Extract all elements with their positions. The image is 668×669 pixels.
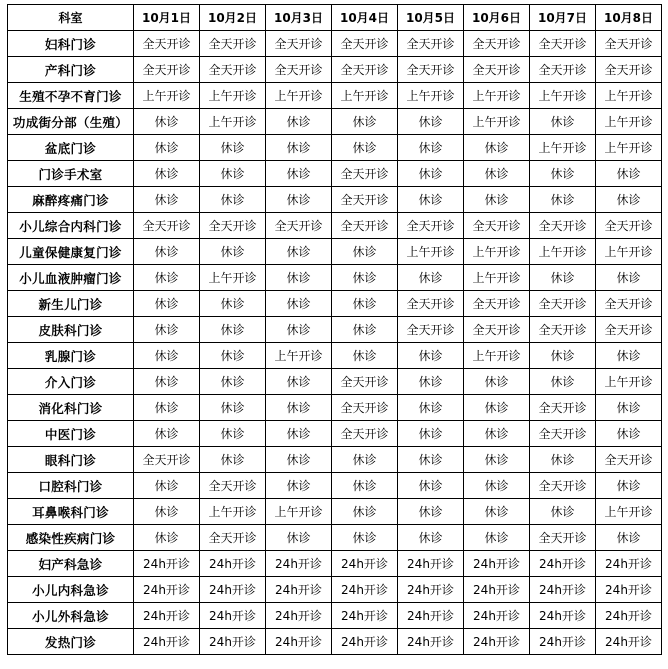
schedule-status-cell: 上午开诊 xyxy=(596,135,662,161)
schedule-status-cell: 休诊 xyxy=(464,187,530,213)
schedule-status-cell: 上午开诊 xyxy=(464,83,530,109)
schedule-status-cell: 休诊 xyxy=(266,525,332,551)
schedule-status-cell: 24h开诊 xyxy=(464,577,530,603)
schedule-status-cell: 全天开诊 xyxy=(464,291,530,317)
schedule-status-cell: 全天开诊 xyxy=(200,31,266,57)
schedule-status-cell: 休诊 xyxy=(464,499,530,525)
dept-name-cell: 产科门诊 xyxy=(8,57,134,83)
schedule-status-cell: 休诊 xyxy=(464,421,530,447)
table-row xyxy=(8,395,662,421)
schedule-status-cell: 休诊 xyxy=(200,343,266,369)
schedule-status-cell: 全天开诊 xyxy=(332,421,398,447)
schedule-status-cell: 休诊 xyxy=(596,161,662,187)
table-row xyxy=(8,265,662,291)
schedule-status-cell: 休诊 xyxy=(398,447,464,473)
schedule-status-cell: 上午开诊 xyxy=(200,499,266,525)
schedule-status-cell: 上午开诊 xyxy=(596,239,662,265)
schedule-status-cell: 24h开诊 xyxy=(332,577,398,603)
schedule-status-cell: 全天开诊 xyxy=(530,473,596,499)
schedule-status-cell: 上午开诊 xyxy=(266,343,332,369)
schedule-status-cell: 全天开诊 xyxy=(464,31,530,57)
schedule-status-cell: 全天开诊 xyxy=(398,291,464,317)
header-day: 10月8日 xyxy=(596,5,662,31)
dept-name-cell: 儿童保健康复门诊 xyxy=(8,239,134,265)
schedule-status-cell: 24h开诊 xyxy=(200,603,266,629)
schedule-status-cell: 休诊 xyxy=(464,447,530,473)
schedule-status-cell: 休诊 xyxy=(200,135,266,161)
schedule-status-cell: 休诊 xyxy=(464,135,530,161)
schedule-status-cell: 休诊 xyxy=(266,369,332,395)
schedule-status-cell: 24h开诊 xyxy=(596,629,662,655)
schedule-status-cell: 休诊 xyxy=(266,265,332,291)
table-row xyxy=(8,187,662,213)
schedule-status-cell: 休诊 xyxy=(530,343,596,369)
schedule-status-cell: 全天开诊 xyxy=(530,291,596,317)
schedule-status-cell: 休诊 xyxy=(464,395,530,421)
schedule-status-cell: 24h开诊 xyxy=(530,629,596,655)
table-row xyxy=(8,603,662,629)
table-row xyxy=(8,577,662,603)
schedule-status-cell: 全天开诊 xyxy=(332,213,398,239)
schedule-status-cell: 全天开诊 xyxy=(530,317,596,343)
schedule-status-cell: 休诊 xyxy=(134,109,200,135)
dept-name-cell: 口腔科门诊 xyxy=(8,473,134,499)
schedule-status-cell: 24h开诊 xyxy=(200,551,266,577)
table-row xyxy=(8,213,662,239)
schedule-status-cell: 全天开诊 xyxy=(530,421,596,447)
table-row xyxy=(8,499,662,525)
schedule-status-cell: 休诊 xyxy=(266,395,332,421)
header-dept: 科室 xyxy=(8,5,134,31)
dept-name-cell: 介入门诊 xyxy=(8,369,134,395)
schedule-status-cell: 24h开诊 xyxy=(464,629,530,655)
schedule-status-cell: 全天开诊 xyxy=(530,395,596,421)
schedule-status-cell: 全天开诊 xyxy=(464,317,530,343)
schedule-status-cell: 24h开诊 xyxy=(134,603,200,629)
schedule-status-cell: 休诊 xyxy=(266,109,332,135)
schedule-status-cell: 上午开诊 xyxy=(464,343,530,369)
schedule-status-cell: 休诊 xyxy=(530,447,596,473)
schedule-status-cell: 24h开诊 xyxy=(398,629,464,655)
schedule-status-cell: 上午开诊 xyxy=(596,83,662,109)
schedule-status-cell: 休诊 xyxy=(200,421,266,447)
schedule-status-cell: 全天开诊 xyxy=(134,57,200,83)
schedule-status-cell: 休诊 xyxy=(464,525,530,551)
schedule-status-cell: 24h开诊 xyxy=(134,551,200,577)
schedule-status-cell: 24h开诊 xyxy=(530,603,596,629)
schedule-status-cell: 全天开诊 xyxy=(398,213,464,239)
schedule-status-cell: 上午开诊 xyxy=(464,265,530,291)
schedule-status-cell: 休诊 xyxy=(266,291,332,317)
schedule-status-cell: 休诊 xyxy=(398,343,464,369)
schedule-status-cell: 24h开诊 xyxy=(398,577,464,603)
dept-name-cell: 发热门诊 xyxy=(8,629,134,655)
schedule-status-cell: 休诊 xyxy=(266,161,332,187)
schedule-status-cell: 24h开诊 xyxy=(398,603,464,629)
schedule-status-cell: 休诊 xyxy=(134,239,200,265)
schedule-status-cell: 上午开诊 xyxy=(266,83,332,109)
holiday-clinic-schedule-table xyxy=(7,4,662,655)
table-row xyxy=(8,525,662,551)
schedule-status-cell: 上午开诊 xyxy=(596,499,662,525)
schedule-status-cell: 休诊 xyxy=(332,473,398,499)
schedule-status-cell: 休诊 xyxy=(596,265,662,291)
header-day: 10月6日 xyxy=(464,5,530,31)
table-body xyxy=(8,31,662,655)
schedule-wrapper xyxy=(7,4,661,663)
schedule-status-cell: 休诊 xyxy=(398,265,464,291)
schedule-status-cell: 24h开诊 xyxy=(134,629,200,655)
table-row xyxy=(8,317,662,343)
schedule-status-cell: 休诊 xyxy=(596,473,662,499)
schedule-status-cell: 休诊 xyxy=(134,135,200,161)
schedule-status-cell: 休诊 xyxy=(200,187,266,213)
schedule-status-cell: 休诊 xyxy=(332,343,398,369)
schedule-status-cell: 休诊 xyxy=(530,265,596,291)
schedule-status-cell: 全天开诊 xyxy=(134,31,200,57)
dept-name-cell: 感染性疾病门诊 xyxy=(8,525,134,551)
schedule-status-cell: 全天开诊 xyxy=(530,213,596,239)
schedule-status-cell: 休诊 xyxy=(134,265,200,291)
schedule-status-cell: 上午开诊 xyxy=(134,83,200,109)
schedule-status-cell: 休诊 xyxy=(530,369,596,395)
schedule-status-cell: 休诊 xyxy=(266,187,332,213)
schedule-status-cell: 全天开诊 xyxy=(464,213,530,239)
schedule-status-cell: 全天开诊 xyxy=(398,57,464,83)
schedule-status-cell: 休诊 xyxy=(398,109,464,135)
schedule-status-cell: 休诊 xyxy=(398,161,464,187)
schedule-status-cell: 24h开诊 xyxy=(200,577,266,603)
schedule-status-cell: 休诊 xyxy=(464,473,530,499)
table-row xyxy=(8,161,662,187)
schedule-status-cell: 全天开诊 xyxy=(332,31,398,57)
schedule-status-cell: 上午开诊 xyxy=(596,109,662,135)
dept-name-cell: 耳鼻喉科门诊 xyxy=(8,499,134,525)
schedule-status-cell: 休诊 xyxy=(134,291,200,317)
schedule-status-cell: 全天开诊 xyxy=(332,161,398,187)
schedule-status-cell: 休诊 xyxy=(398,421,464,447)
schedule-status-cell: 休诊 xyxy=(134,473,200,499)
schedule-status-cell: 上午开诊 xyxy=(530,239,596,265)
schedule-status-cell: 休诊 xyxy=(134,525,200,551)
schedule-status-cell: 上午开诊 xyxy=(266,499,332,525)
schedule-status-cell: 休诊 xyxy=(200,291,266,317)
schedule-status-cell: 休诊 xyxy=(332,265,398,291)
schedule-status-cell: 休诊 xyxy=(266,447,332,473)
schedule-status-cell: 上午开诊 xyxy=(332,83,398,109)
schedule-status-cell: 休诊 xyxy=(134,187,200,213)
schedule-status-cell: 全天开诊 xyxy=(596,57,662,83)
schedule-status-cell: 休诊 xyxy=(266,239,332,265)
dept-name-cell: 妇产科急诊 xyxy=(8,551,134,577)
schedule-status-cell: 全天开诊 xyxy=(596,31,662,57)
dept-name-cell: 小儿内科急诊 xyxy=(8,577,134,603)
schedule-status-cell: 24h开诊 xyxy=(398,551,464,577)
schedule-status-cell: 24h开诊 xyxy=(332,629,398,655)
schedule-status-cell: 休诊 xyxy=(332,525,398,551)
dept-name-cell: 皮肤科门诊 xyxy=(8,317,134,343)
schedule-status-cell: 休诊 xyxy=(464,161,530,187)
schedule-status-cell: 上午开诊 xyxy=(464,239,530,265)
header-day: 10月3日 xyxy=(266,5,332,31)
table-row xyxy=(8,291,662,317)
table-row xyxy=(8,473,662,499)
schedule-status-cell: 全天开诊 xyxy=(332,57,398,83)
dept-name-cell: 盆底门诊 xyxy=(8,135,134,161)
table-row xyxy=(8,83,662,109)
schedule-status-cell: 全天开诊 xyxy=(200,213,266,239)
dept-name-cell: 小儿外科急诊 xyxy=(8,603,134,629)
schedule-status-cell: 休诊 xyxy=(266,473,332,499)
schedule-status-cell: 休诊 xyxy=(398,369,464,395)
header-day: 10月7日 xyxy=(530,5,596,31)
dept-name-cell: 妇科门诊 xyxy=(8,31,134,57)
dept-name-cell: 中医门诊 xyxy=(8,421,134,447)
table-row xyxy=(8,135,662,161)
schedule-status-cell: 24h开诊 xyxy=(266,603,332,629)
header-day: 10月5日 xyxy=(398,5,464,31)
schedule-status-cell: 全天开诊 xyxy=(464,57,530,83)
schedule-status-cell: 休诊 xyxy=(332,291,398,317)
schedule-status-cell: 全天开诊 xyxy=(134,447,200,473)
table-header xyxy=(8,5,662,31)
schedule-status-cell: 休诊 xyxy=(332,239,398,265)
schedule-status-cell: 全天开诊 xyxy=(596,317,662,343)
header-day: 10月2日 xyxy=(200,5,266,31)
schedule-status-cell: 休诊 xyxy=(332,135,398,161)
table-row xyxy=(8,57,662,83)
schedule-status-cell: 休诊 xyxy=(200,239,266,265)
schedule-status-cell: 休诊 xyxy=(134,499,200,525)
schedule-status-cell: 休诊 xyxy=(530,109,596,135)
schedule-status-cell: 上午开诊 xyxy=(200,265,266,291)
schedule-status-cell: 休诊 xyxy=(398,525,464,551)
schedule-status-cell: 24h开诊 xyxy=(200,629,266,655)
schedule-status-cell: 休诊 xyxy=(332,317,398,343)
schedule-status-cell: 休诊 xyxy=(134,317,200,343)
dept-name-cell: 小儿综合内科门诊 xyxy=(8,213,134,239)
schedule-status-cell: 上午开诊 xyxy=(464,109,530,135)
schedule-status-cell: 全天开诊 xyxy=(530,525,596,551)
schedule-status-cell: 24h开诊 xyxy=(332,551,398,577)
schedule-status-cell: 休诊 xyxy=(134,369,200,395)
schedule-status-cell: 休诊 xyxy=(200,395,266,421)
table-row xyxy=(8,31,662,57)
header-day: 10月1日 xyxy=(134,5,200,31)
table-row xyxy=(8,447,662,473)
schedule-status-cell: 全天开诊 xyxy=(200,473,266,499)
schedule-status-cell: 休诊 xyxy=(596,525,662,551)
schedule-status-cell: 休诊 xyxy=(398,395,464,421)
schedule-status-cell: 全天开诊 xyxy=(332,187,398,213)
dept-name-cell: 功成街分部（生殖） xyxy=(8,109,134,135)
schedule-status-cell: 上午开诊 xyxy=(530,83,596,109)
schedule-status-cell: 休诊 xyxy=(134,343,200,369)
table-row xyxy=(8,629,662,655)
schedule-status-cell: 上午开诊 xyxy=(200,109,266,135)
dept-name-cell: 消化科门诊 xyxy=(8,395,134,421)
schedule-status-cell: 全天开诊 xyxy=(530,57,596,83)
schedule-status-cell: 全天开诊 xyxy=(596,291,662,317)
dept-name-cell: 生殖不孕不育门诊 xyxy=(8,83,134,109)
schedule-status-cell: 全天开诊 xyxy=(266,213,332,239)
schedule-status-cell: 休诊 xyxy=(266,135,332,161)
schedule-status-cell: 休诊 xyxy=(398,135,464,161)
schedule-status-cell: 休诊 xyxy=(596,395,662,421)
schedule-status-cell: 休诊 xyxy=(200,317,266,343)
dept-name-cell: 麻醉疼痛门诊 xyxy=(8,187,134,213)
schedule-status-cell: 全天开诊 xyxy=(332,395,398,421)
schedule-status-cell: 24h开诊 xyxy=(596,577,662,603)
schedule-status-cell: 休诊 xyxy=(134,395,200,421)
schedule-status-cell: 上午开诊 xyxy=(200,83,266,109)
schedule-status-cell: 全天开诊 xyxy=(134,213,200,239)
table-row xyxy=(8,239,662,265)
schedule-status-cell: 上午开诊 xyxy=(596,369,662,395)
schedule-status-cell: 上午开诊 xyxy=(398,239,464,265)
schedule-status-cell: 全天开诊 xyxy=(266,31,332,57)
schedule-status-cell: 全天开诊 xyxy=(398,31,464,57)
schedule-status-cell: 休诊 xyxy=(266,317,332,343)
schedule-status-cell: 全天开诊 xyxy=(596,447,662,473)
schedule-status-cell: 休诊 xyxy=(266,421,332,447)
schedule-status-cell: 24h开诊 xyxy=(596,551,662,577)
schedule-status-cell: 休诊 xyxy=(200,447,266,473)
schedule-status-cell: 休诊 xyxy=(530,499,596,525)
schedule-status-cell: 24h开诊 xyxy=(596,603,662,629)
dept-name-cell: 眼科门诊 xyxy=(8,447,134,473)
schedule-status-cell: 休诊 xyxy=(596,421,662,447)
schedule-status-cell: 全天开诊 xyxy=(332,369,398,395)
dept-name-cell: 门诊手术室 xyxy=(8,161,134,187)
schedule-status-cell: 休诊 xyxy=(530,161,596,187)
schedule-status-cell: 24h开诊 xyxy=(134,577,200,603)
schedule-status-cell: 24h开诊 xyxy=(530,551,596,577)
schedule-status-cell: 24h开诊 xyxy=(266,577,332,603)
schedule-status-cell: 24h开诊 xyxy=(266,551,332,577)
dept-name-cell: 乳腺门诊 xyxy=(8,343,134,369)
schedule-status-cell: 全天开诊 xyxy=(200,57,266,83)
schedule-status-cell: 休诊 xyxy=(332,447,398,473)
table-row xyxy=(8,421,662,447)
schedule-status-cell: 休诊 xyxy=(134,421,200,447)
schedule-status-cell: 休诊 xyxy=(200,369,266,395)
table-row xyxy=(8,369,662,395)
schedule-status-cell: 全天开诊 xyxy=(266,57,332,83)
schedule-status-cell: 上午开诊 xyxy=(530,135,596,161)
schedule-status-cell: 24h开诊 xyxy=(530,577,596,603)
schedule-status-cell: 24h开诊 xyxy=(332,603,398,629)
schedule-status-cell: 休诊 xyxy=(134,161,200,187)
schedule-status-cell: 24h开诊 xyxy=(464,603,530,629)
schedule-status-cell: 休诊 xyxy=(200,161,266,187)
schedule-status-cell: 休诊 xyxy=(332,499,398,525)
schedule-status-cell: 休诊 xyxy=(596,187,662,213)
schedule-status-cell: 全天开诊 xyxy=(398,317,464,343)
schedule-status-cell: 全天开诊 xyxy=(200,525,266,551)
schedule-status-cell: 休诊 xyxy=(398,499,464,525)
schedule-status-cell: 上午开诊 xyxy=(398,83,464,109)
header-day: 10月4日 xyxy=(332,5,398,31)
dept-name-cell: 小儿血液肿瘤门诊 xyxy=(8,265,134,291)
schedule-status-cell: 24h开诊 xyxy=(266,629,332,655)
schedule-status-cell: 全天开诊 xyxy=(596,213,662,239)
schedule-status-cell: 全天开诊 xyxy=(530,31,596,57)
schedule-status-cell: 休诊 xyxy=(596,343,662,369)
table-row xyxy=(8,109,662,135)
schedule-status-cell: 24h开诊 xyxy=(464,551,530,577)
schedule-status-cell: 休诊 xyxy=(530,187,596,213)
dept-name-cell: 新生儿门诊 xyxy=(8,291,134,317)
schedule-status-cell: 休诊 xyxy=(398,473,464,499)
schedule-status-cell: 休诊 xyxy=(398,187,464,213)
table-row xyxy=(8,343,662,369)
header-row xyxy=(8,5,662,31)
table-row xyxy=(8,551,662,577)
schedule-status-cell: 休诊 xyxy=(332,109,398,135)
schedule-status-cell: 休诊 xyxy=(464,369,530,395)
